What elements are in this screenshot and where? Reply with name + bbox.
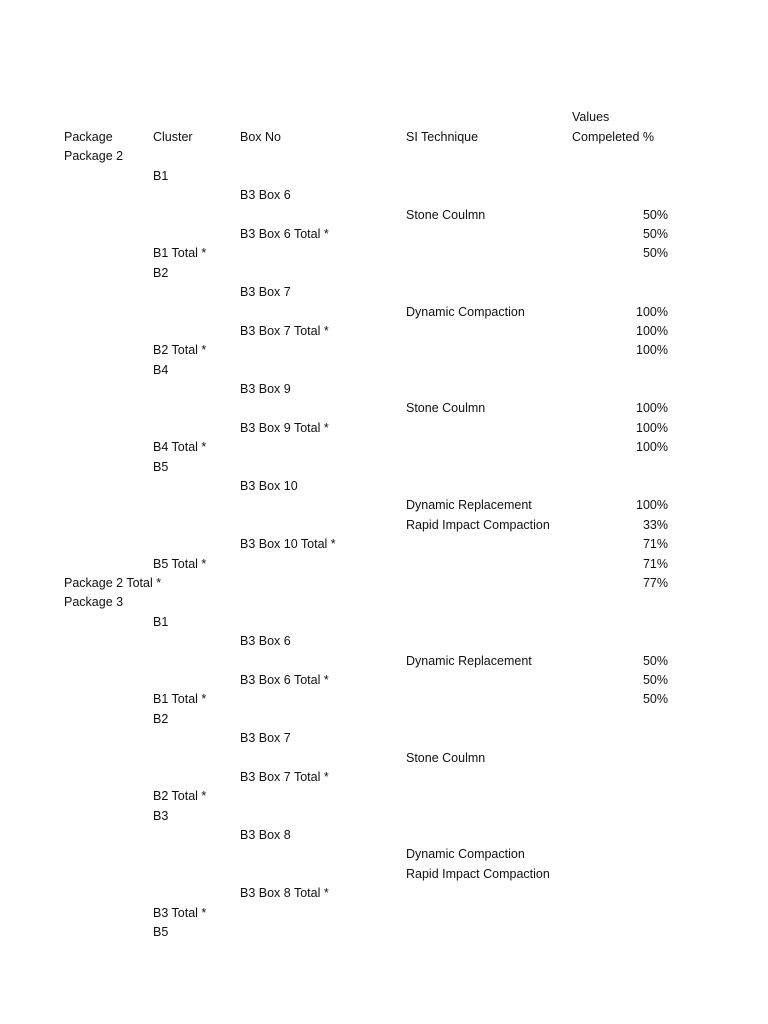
- box-no-cell: B3 Box 10: [240, 479, 298, 494]
- completed-percent-cell: 100%: [636, 401, 668, 416]
- si-technique-cell: Stone Coulmn: [406, 207, 486, 222]
- column-header-si-technique: SI Technique: [406, 130, 479, 144]
- si-technique-cell: Dynamic Compaction: [406, 847, 525, 862]
- cluster-cell: B4: [153, 362, 169, 377]
- values-header: Values: [572, 110, 610, 124]
- cluster-cell: B5: [153, 925, 169, 940]
- table-row: [0, 147, 768, 166]
- column-header-box-no: Box No: [240, 130, 281, 144]
- completed-percent-cell: 50%: [642, 226, 668, 241]
- table-row: [0, 477, 768, 496]
- pivot-table: [0, 128, 768, 942]
- table-row: [0, 167, 768, 186]
- box-no-cell: B3 Box 7 Total *: [240, 769, 329, 784]
- table-row: [0, 244, 768, 263]
- box-no-cell: B3 Box 7 Total *: [240, 323, 329, 338]
- cluster-cell: B2: [153, 265, 169, 280]
- table-row: [0, 516, 768, 535]
- table-row: [0, 845, 768, 864]
- package-cell: Package 3: [64, 595, 124, 610]
- completed-percent-cell: 100%: [636, 420, 668, 435]
- box-no-cell: B3 Box 6: [240, 634, 291, 649]
- cluster-cell: B4 Total *: [153, 440, 207, 455]
- box-no-cell: B3 Box 10 Total *: [240, 537, 336, 552]
- table-row: [0, 438, 768, 457]
- cluster-cell: B3: [153, 808, 169, 823]
- completed-percent-cell: 50%: [642, 672, 668, 687]
- column-header-package: Package: [64, 130, 113, 144]
- cluster-cell: B5 Total *: [153, 556, 207, 571]
- completed-percent-cell: 100%: [636, 304, 668, 319]
- box-no-cell: B3 Box 9 Total *: [240, 420, 329, 435]
- table-row: [0, 749, 768, 768]
- table-row: [0, 322, 768, 341]
- table-body: [0, 147, 768, 942]
- table-row: [0, 787, 768, 806]
- package-cell: Package 2: [64, 149, 124, 164]
- table-row: [0, 671, 768, 690]
- table-row: [0, 923, 768, 942]
- table-row: [0, 419, 768, 438]
- box-no-cell: B3 Box 6 Total *: [240, 672, 329, 687]
- table-row: [0, 826, 768, 845]
- si-technique-cell: Stone Coulmn: [406, 750, 486, 765]
- si-technique-cell: Dynamic Replacement: [406, 498, 532, 513]
- cluster-cell: B2: [153, 711, 169, 726]
- completed-percent-cell: 50%: [642, 207, 668, 222]
- completed-percent-cell: 100%: [636, 440, 668, 455]
- box-no-cell: B3 Box 6: [240, 188, 291, 203]
- cluster-cell: B1: [153, 614, 169, 629]
- completed-percent-cell: 50%: [642, 692, 668, 707]
- box-no-cell: B3 Box 6 Total *: [240, 226, 329, 241]
- box-no-cell: B3 Box 7: [240, 285, 291, 300]
- column-header-cluster: Cluster: [153, 130, 193, 144]
- table-row: [0, 710, 768, 729]
- table-row: [0, 186, 768, 205]
- table-row: [0, 632, 768, 651]
- table-row: [0, 341, 768, 360]
- table-row: [0, 884, 768, 903]
- completed-percent-cell: 100%: [636, 343, 668, 358]
- table-row: [0, 807, 768, 826]
- table-row: [0, 865, 768, 884]
- table-row: [0, 555, 768, 574]
- table-row: [0, 904, 768, 923]
- table-row: [0, 399, 768, 418]
- package-cell: Package 2 Total *: [64, 575, 162, 590]
- table-row: [0, 206, 768, 225]
- si-technique-cell: Dynamic Compaction: [406, 304, 525, 319]
- completed-percent-cell: 100%: [636, 498, 668, 513]
- cluster-cell: B1 Total *: [153, 246, 207, 261]
- table-row: [0, 380, 768, 399]
- column-header-completed: Compeleted %: [572, 130, 654, 144]
- completed-percent-cell: 100%: [636, 323, 668, 338]
- table-row: [0, 652, 768, 671]
- table-row: [0, 458, 768, 477]
- completed-percent-cell: 33%: [642, 517, 668, 532]
- box-no-cell: B3 Box 8 Total *: [240, 886, 329, 901]
- table-row: [0, 593, 768, 612]
- si-technique-cell: Rapid Impact Compaction: [406, 517, 550, 532]
- cluster-cell: B1 Total *: [153, 692, 207, 707]
- table-row: [0, 613, 768, 632]
- table-row: [0, 690, 768, 709]
- si-technique-cell: Stone Coulmn: [406, 401, 486, 416]
- table-row: [0, 264, 768, 283]
- completed-percent-cell: 71%: [642, 537, 668, 552]
- table-row: [0, 303, 768, 322]
- box-no-cell: B3 Box 8: [240, 828, 291, 843]
- table-row: [0, 535, 768, 554]
- si-technique-cell: Dynamic Replacement: [406, 653, 532, 668]
- table-row: [0, 768, 768, 787]
- cluster-cell: B2 Total *: [153, 789, 207, 804]
- table-row: [0, 361, 768, 380]
- table-row: [0, 574, 768, 593]
- table-row: [0, 729, 768, 748]
- si-technique-cell: Rapid Impact Compaction: [406, 866, 550, 881]
- cluster-cell: B5: [153, 459, 169, 474]
- table-row: [0, 496, 768, 515]
- column-header-row: [0, 128, 768, 147]
- completed-percent-cell: 71%: [642, 556, 668, 571]
- table-row: [0, 225, 768, 244]
- completed-percent-cell: 50%: [642, 653, 668, 668]
- cluster-cell: B2 Total *: [153, 343, 207, 358]
- box-no-cell: B3 Box 9: [240, 382, 291, 397]
- cluster-cell: B3 Total *: [153, 905, 207, 920]
- table-row: [0, 283, 768, 302]
- completed-percent-cell: 50%: [642, 246, 668, 261]
- box-no-cell: B3 Box 7: [240, 731, 291, 746]
- cluster-cell: B1: [153, 168, 169, 183]
- completed-percent-cell: 77%: [642, 575, 668, 590]
